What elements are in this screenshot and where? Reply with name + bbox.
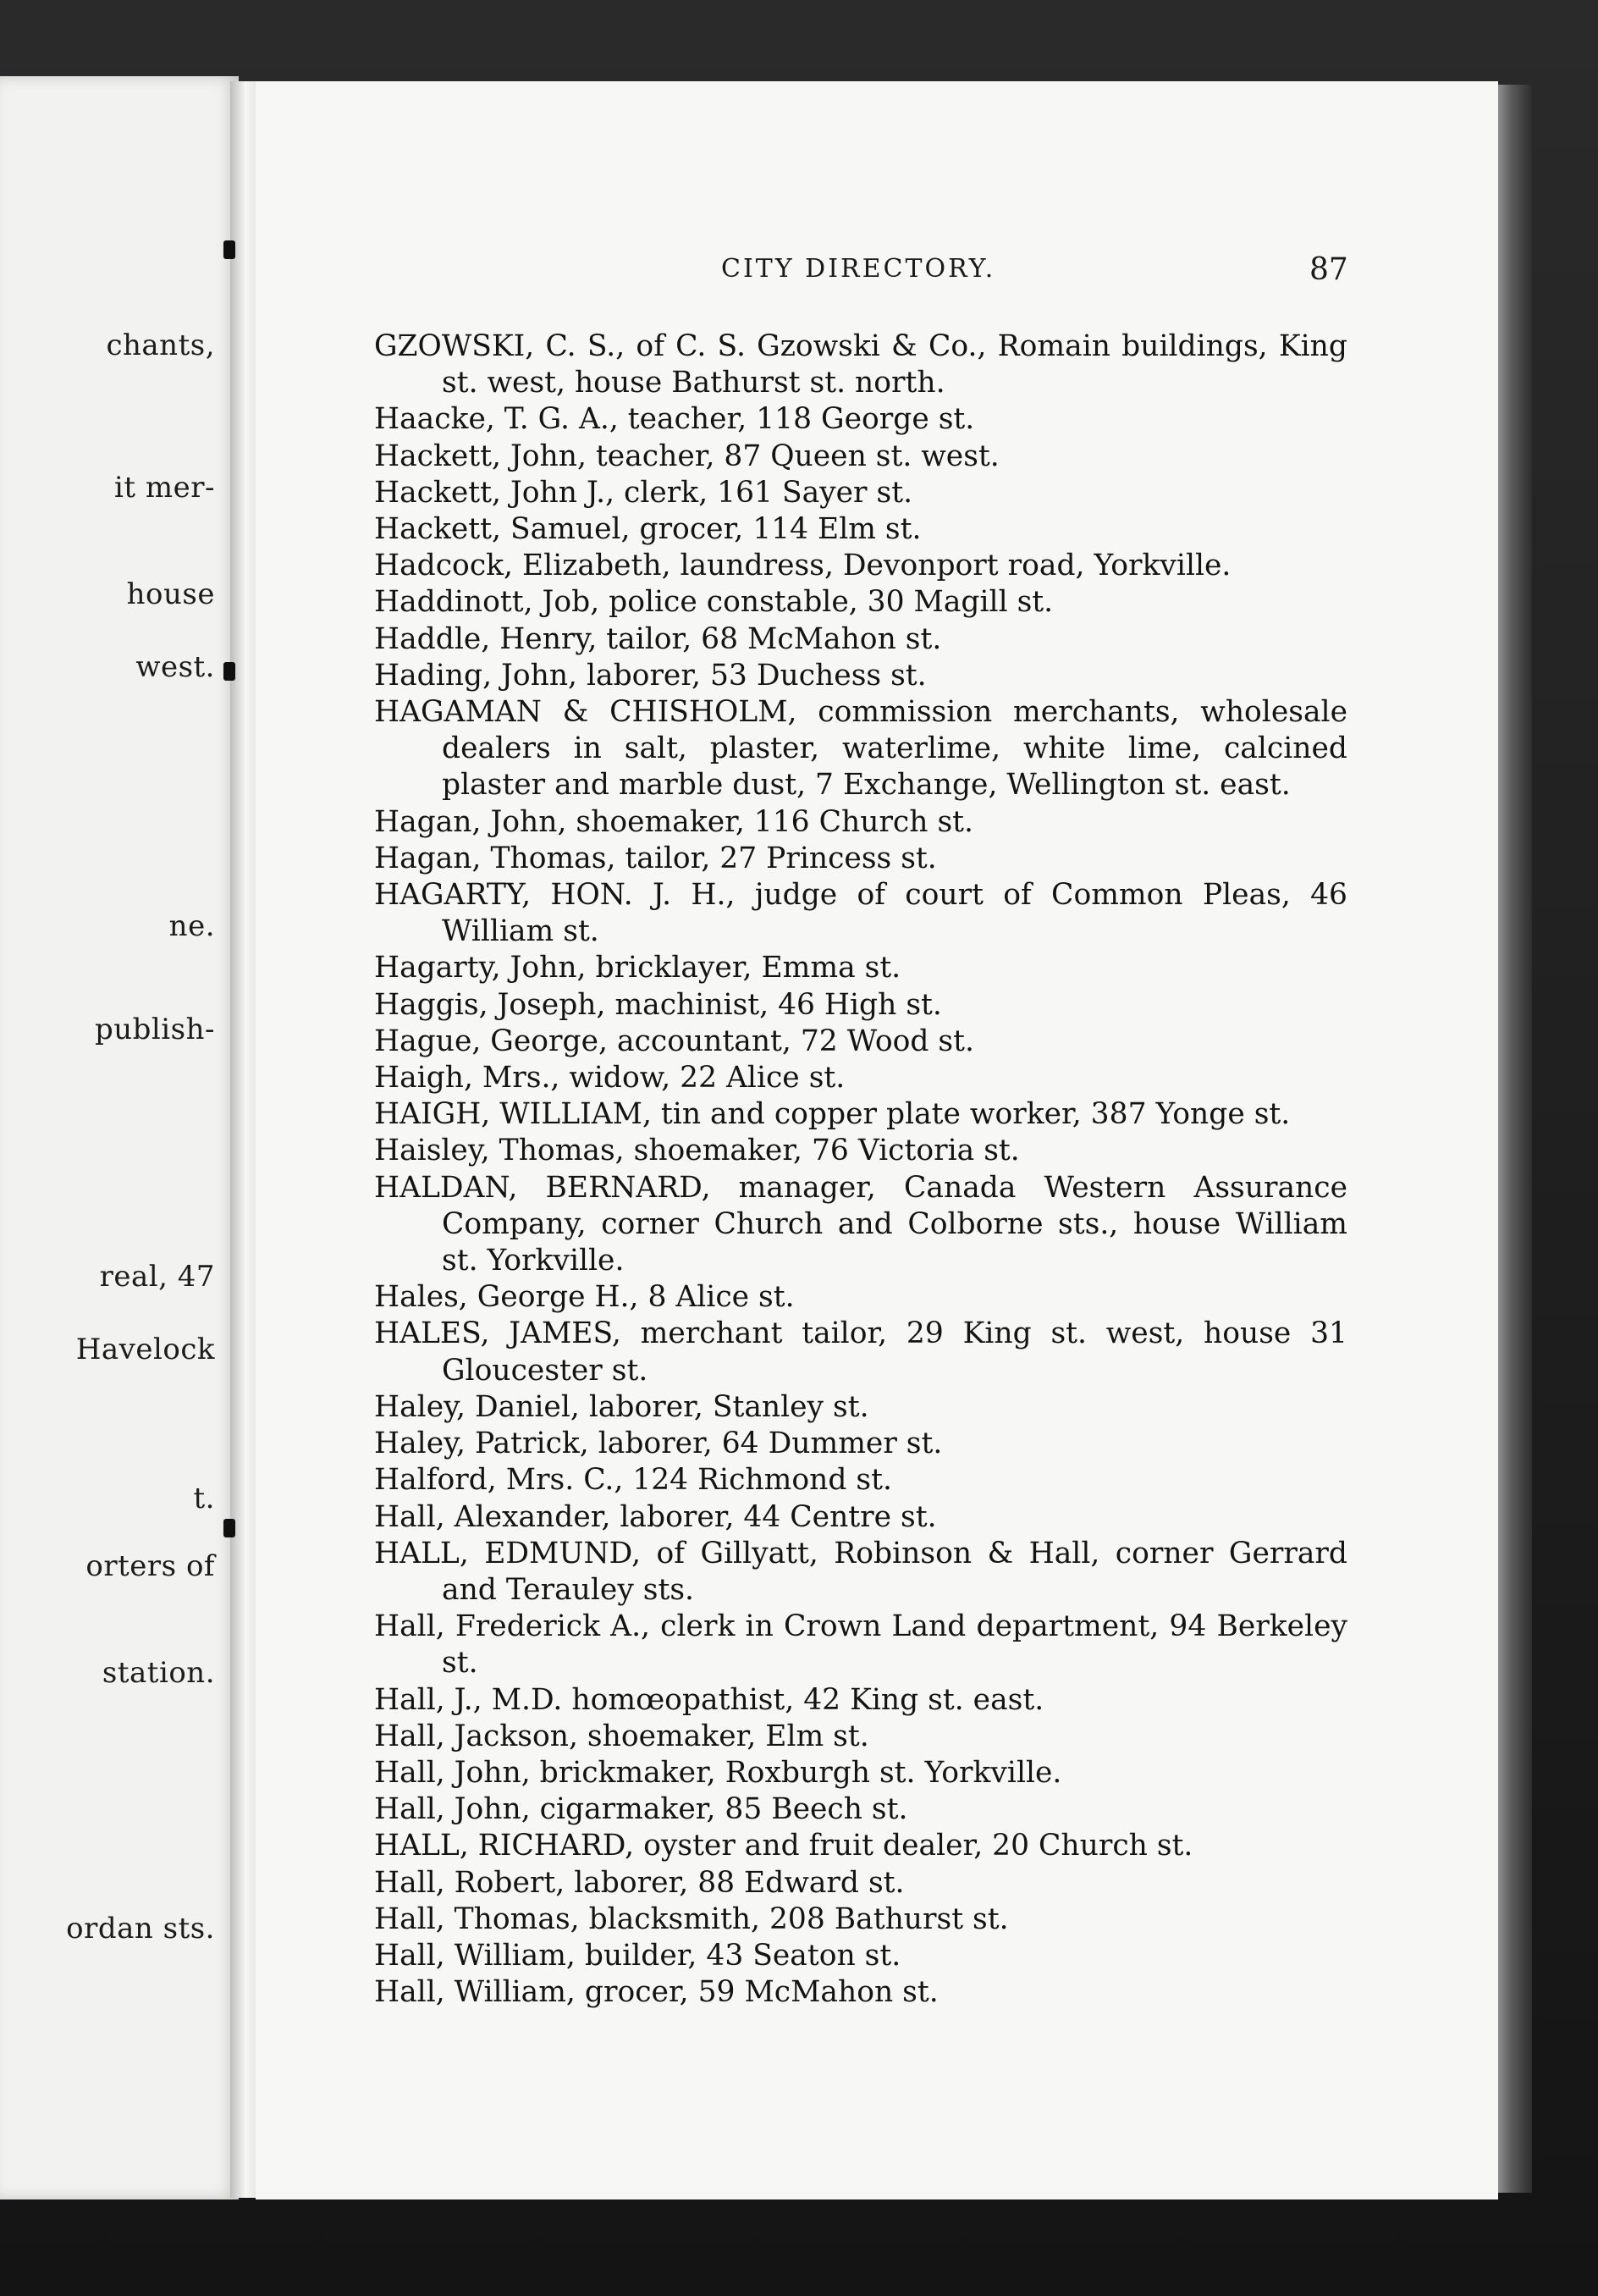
binding-stitch	[223, 1519, 235, 1537]
directory-entries	[374, 328, 1347, 2011]
directory-entry: Haigh, Mrs., widow, 22 Alice st.	[374, 1061, 846, 1096]
directory-entry: Hadcock, Elizabeth, laundress, Devonport road, Yorkville.	[374, 549, 1232, 583]
directory-entry: Hackett, John J., clerk, 161 Sayer st.	[374, 475, 913, 510]
directory-entry: Hall, Thomas, blacksmith, 208 Bathurst st.	[374, 1901, 1009, 1936]
directory-entry: Hall, William, grocer, 59 McMahon st.	[374, 1975, 939, 2010]
directory-entry: HAGAMAN & CHISHOLM, commission merchants, wholesale dealers in salt, plaster, waterlime, white lime, calcined plaster and marble dust, 7 Exchange, Wellington st. east.	[374, 695, 1347, 803]
directory-entry: Hackett, Samuel, grocer, 114 Elm st.	[374, 512, 922, 547]
directory-entry: Haley, Patrick, laborer, 64 Dummer st.	[374, 1427, 943, 1461]
directory-entry: Hague, George, accountant, 72 Wood st.	[374, 1024, 974, 1058]
left-facing-page	[0, 76, 239, 2199]
directory-entry: Hall, Alexander, laborer, 44 Centre st.	[374, 1499, 937, 1534]
directory-entry: Hall, J., M.D. homœopathist, 42 King st. east.	[374, 1682, 1044, 1717]
directory-entry: Hall, William, builder, 43 Seaton st.	[374, 1938, 901, 1973]
binding-stitch	[223, 240, 235, 259]
directory-entry: HALL, RICHARD, oyster and fruit dealer, 20 Church st.	[374, 1829, 1193, 1863]
directory-entry: Haddle, Henry, tailor, 68 McMahon st.	[374, 621, 942, 656]
left-fragment: ordan sts.	[66, 1912, 215, 1946]
directory-entry: Haggis, Joseph, machinist, 46 High st.	[374, 987, 942, 1022]
directory-entry: Hall, Frederick A., clerk in Crown Land department, 94 Berkeley st.	[374, 1609, 1347, 1681]
directory-entry: HALDAN, BERNARD, manager, Canada Western Assurance Company, corner Church and Colborne sts., house William st. Yorkville.	[374, 1170, 1347, 1278]
directory-entry: Hall, John, cigarmaker, 85 Beech st.	[374, 1792, 908, 1827]
directory-entry: Haley, Daniel, laborer, Stanley st.	[374, 1389, 869, 1424]
directory-entry: Haacke, T. G. A., teacher, 118 George st.	[374, 402, 975, 437]
directory-entry: HALL, EDMUND, of Gillyatt, Robinson & Hall, corner Gerrard and Terauley sts.	[374, 1536, 1347, 1607]
left-fragment: west.	[135, 650, 215, 684]
left-fragment: ne.	[168, 909, 215, 943]
left-fragment: t.	[193, 1482, 215, 1515]
directory-entry: GZOWSKI, C. S., of C. S. Gzowski & Co., Romain buildings, King st. west, house Bathurst st. north.	[374, 329, 1347, 400]
directory-entry: Hales, George H., 8 Alice st.	[374, 1280, 795, 1315]
directory-entry: Hagan, Thomas, tailor, 27 Princess st.	[374, 841, 937, 875]
left-fragment: publish-	[94, 1013, 215, 1046]
directory-entry: HAIGH, WILLIAM, tin and copper plate worker, 387 Yonge st.	[374, 1097, 1291, 1132]
directory-entry: HAGARTY, HON. J. H., judge of court of Common Pleas, 46 William st.	[374, 878, 1347, 949]
directory-entry: Hall, Robert, laborer, 88 Edward st.	[374, 1865, 905, 1900]
left-fragment: house	[126, 577, 215, 611]
left-fragment: station.	[102, 1656, 215, 1690]
left-fragment: it mer-	[114, 471, 215, 505]
directory-entry: Hading, John, laborer, 53 Duchess st.	[374, 658, 927, 693]
directory-entry: Hall, John, brickmaker, Roxburgh st. Yorkville.	[374, 1755, 1062, 1790]
directory-entry: Hagarty, John, bricklayer, Emma st.	[374, 951, 901, 985]
left-fragment: real, 47	[99, 1260, 215, 1294]
directory-entry: Hagan, John, shoemaker, 116 Church st.	[374, 804, 973, 839]
left-fragment: Havelock	[75, 1333, 215, 1366]
directory-entry: Halford, Mrs. C., 124 Richmond st.	[374, 1463, 892, 1498]
left-fragment: orters of	[85, 1549, 215, 1583]
left-fragment: chants,	[106, 328, 215, 362]
directory-entry: Hackett, John, teacher, 87 Queen st. west.	[374, 439, 1000, 473]
binding-stitch	[223, 662, 235, 681]
directory-entry: Haisley, Thomas, shoemaker, 76 Victoria st.	[374, 1134, 1020, 1168]
page-number: 87	[1309, 252, 1348, 287]
directory-entry: Haddinott, Job, police constable, 30 Magill st.	[374, 585, 1054, 620]
directory-entry: HALES, JAMES, merchant tailor, 29 King st. west, house 31 Gloucester st.	[374, 1316, 1347, 1388]
running-title: CITY DIRECTORY.	[721, 254, 996, 284]
directory-entry: Hall, Jackson, shoemaker, Elm st.	[374, 1719, 869, 1753]
page-edge-shadow	[1498, 85, 1532, 2193]
